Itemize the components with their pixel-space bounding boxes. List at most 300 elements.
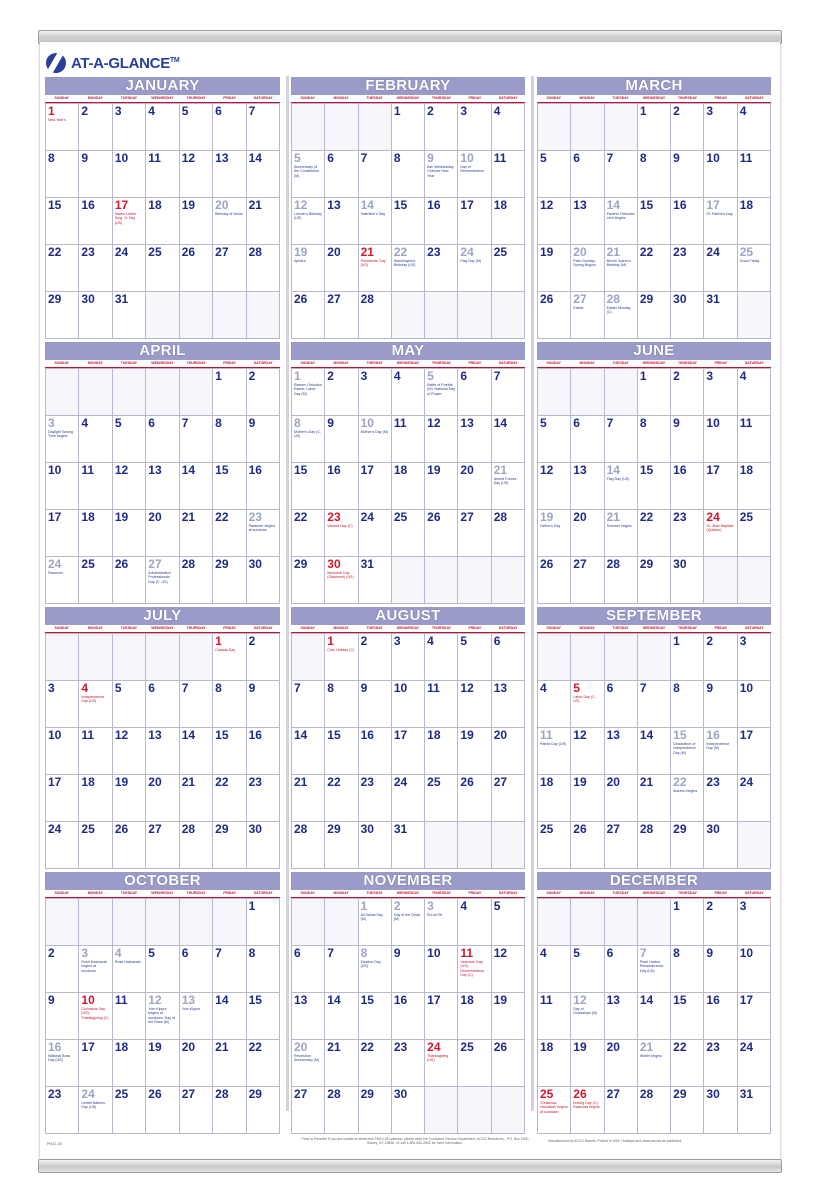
day-cell[interactable] [246, 945, 279, 992]
day-cell[interactable] [45, 774, 78, 821]
day-cell[interactable] [212, 509, 245, 556]
day-cell[interactable] [324, 509, 357, 556]
day-cell[interactable] [291, 1086, 324, 1133]
day-cell[interactable] [246, 103, 279, 150]
day-cell[interactable] [670, 633, 703, 680]
day-cell[interactable] [457, 244, 490, 291]
day-cell[interactable] [570, 680, 603, 727]
day-cell[interactable] [358, 150, 391, 197]
day-cell[interactable] [670, 821, 703, 868]
day-cell[interactable] [637, 462, 670, 509]
day-cell[interactable] [212, 680, 245, 727]
day-cell[interactable] [145, 821, 178, 868]
day-cell[interactable] [246, 150, 279, 197]
day-cell[interactable] [703, 898, 736, 945]
day-cell[interactable] [637, 415, 670, 462]
day-cell[interactable] [45, 415, 78, 462]
day-cell[interactable] [604, 244, 637, 291]
day-cell[interactable] [358, 680, 391, 727]
day-cell[interactable] [145, 727, 178, 774]
day-cell[interactable] [391, 415, 424, 462]
day-cell[interactable] [637, 774, 670, 821]
day-cell[interactable] [179, 103, 212, 150]
day-cell[interactable] [424, 680, 457, 727]
day-cell[interactable] [637, 1086, 670, 1133]
day-cell[interactable] [179, 509, 212, 556]
day-cell[interactable] [324, 680, 357, 727]
day-cell[interactable] [358, 821, 391, 868]
day-cell[interactable] [537, 774, 570, 821]
day-cell[interactable] [570, 1086, 603, 1133]
day-cell[interactable] [737, 774, 770, 821]
day-cell[interactable] [78, 556, 111, 603]
day-cell[interactable] [491, 633, 524, 680]
day-cell[interactable] [670, 415, 703, 462]
day-cell[interactable] [670, 1086, 703, 1133]
day-cell[interactable] [358, 945, 391, 992]
day-cell[interactable] [570, 821, 603, 868]
day-cell[interactable] [78, 945, 111, 992]
day-cell[interactable] [737, 103, 770, 150]
day-cell[interactable] [78, 150, 111, 197]
day-cell[interactable] [491, 727, 524, 774]
day-cell[interactable] [78, 680, 111, 727]
day-cell[interactable] [570, 1039, 603, 1086]
day-cell[interactable] [670, 244, 703, 291]
day-cell[interactable] [391, 509, 424, 556]
day-cell[interactable] [637, 368, 670, 415]
day-cell[interactable] [491, 244, 524, 291]
day-cell[interactable] [145, 509, 178, 556]
day-cell[interactable] [112, 556, 145, 603]
day-cell[interactable] [424, 727, 457, 774]
day-cell[interactable] [112, 509, 145, 556]
day-cell[interactable] [537, 291, 570, 338]
day-cell[interactable] [491, 680, 524, 727]
day-cell[interactable] [78, 727, 111, 774]
day-cell[interactable] [391, 821, 424, 868]
day-cell[interactable] [324, 462, 357, 509]
day-cell[interactable] [670, 150, 703, 197]
day-cell[interactable] [637, 727, 670, 774]
day-cell[interactable] [179, 680, 212, 727]
day-cell[interactable] [637, 1039, 670, 1086]
day-cell[interactable] [246, 509, 279, 556]
day-cell[interactable] [670, 556, 703, 603]
day-cell[interactable] [703, 197, 736, 244]
day-cell[interactable] [737, 1086, 770, 1133]
day-cell[interactable] [291, 727, 324, 774]
day-cell[interactable] [112, 774, 145, 821]
day-cell[interactable] [291, 509, 324, 556]
day-cell[interactable] [537, 197, 570, 244]
day-cell[interactable] [703, 727, 736, 774]
day-cell[interactable] [737, 368, 770, 415]
day-cell[interactable] [145, 150, 178, 197]
day-cell[interactable] [457, 197, 490, 244]
day-cell[interactable] [424, 1039, 457, 1086]
day-cell[interactable] [737, 898, 770, 945]
day-cell[interactable] [246, 462, 279, 509]
day-cell[interactable] [604, 291, 637, 338]
day-cell[interactable] [78, 509, 111, 556]
day-cell[interactable] [604, 462, 637, 509]
day-cell[interactable] [179, 244, 212, 291]
day-cell[interactable] [246, 556, 279, 603]
day-cell[interactable] [604, 509, 637, 556]
day-cell[interactable] [246, 244, 279, 291]
day-cell[interactable] [491, 1039, 524, 1086]
day-cell[interactable] [491, 945, 524, 992]
day-cell[interactable] [45, 992, 78, 1039]
day-cell[interactable] [358, 509, 391, 556]
day-cell[interactable] [179, 727, 212, 774]
day-cell[interactable] [670, 103, 703, 150]
day-cell[interactable] [737, 945, 770, 992]
day-cell[interactable] [670, 197, 703, 244]
day-cell[interactable] [537, 992, 570, 1039]
day-cell[interactable] [246, 1086, 279, 1133]
day-cell[interactable] [604, 945, 637, 992]
day-cell[interactable] [457, 368, 490, 415]
day-cell[interactable] [45, 680, 78, 727]
day-cell[interactable] [670, 945, 703, 992]
day-cell[interactable] [637, 509, 670, 556]
day-cell[interactable] [291, 415, 324, 462]
day-cell[interactable] [703, 291, 736, 338]
day-cell[interactable] [391, 244, 424, 291]
day-cell[interactable] [179, 1039, 212, 1086]
day-cell[interactable] [291, 774, 324, 821]
day-cell[interactable] [537, 415, 570, 462]
day-cell[interactable] [737, 415, 770, 462]
day-cell[interactable] [145, 945, 178, 992]
day-cell[interactable] [424, 774, 457, 821]
day-cell[interactable] [212, 821, 245, 868]
day-cell[interactable] [358, 898, 391, 945]
day-cell[interactable] [246, 898, 279, 945]
day-cell[interactable] [604, 415, 637, 462]
day-cell[interactable] [246, 680, 279, 727]
day-cell[interactable] [145, 680, 178, 727]
day-cell[interactable] [391, 150, 424, 197]
day-cell[interactable] [491, 462, 524, 509]
day-cell[interactable] [324, 368, 357, 415]
day-cell[interactable] [391, 945, 424, 992]
day-cell[interactable] [112, 462, 145, 509]
day-cell[interactable] [291, 680, 324, 727]
day-cell[interactable] [78, 103, 111, 150]
day-cell[interactable] [703, 1039, 736, 1086]
day-cell[interactable] [703, 368, 736, 415]
day-cell[interactable] [703, 821, 736, 868]
day-cell[interactable] [358, 633, 391, 680]
day-cell[interactable] [570, 945, 603, 992]
day-cell[interactable] [457, 103, 490, 150]
day-cell[interactable] [457, 774, 490, 821]
day-cell[interactable] [457, 945, 490, 992]
day-cell[interactable] [457, 680, 490, 727]
day-cell[interactable] [212, 103, 245, 150]
day-cell[interactable] [570, 509, 603, 556]
day-cell[interactable] [670, 727, 703, 774]
day-cell[interactable] [637, 992, 670, 1039]
day-cell[interactable] [246, 774, 279, 821]
day-cell[interactable] [78, 415, 111, 462]
day-cell[interactable] [212, 197, 245, 244]
day-cell[interactable] [45, 244, 78, 291]
day-cell[interactable] [324, 1039, 357, 1086]
day-cell[interactable] [145, 992, 178, 1039]
day-cell[interactable] [491, 150, 524, 197]
day-cell[interactable] [391, 774, 424, 821]
day-cell[interactable] [391, 1039, 424, 1086]
day-cell[interactable] [604, 680, 637, 727]
day-cell[interactable] [570, 556, 603, 603]
day-cell[interactable] [570, 462, 603, 509]
day-cell[interactable] [212, 727, 245, 774]
day-cell[interactable] [604, 1039, 637, 1086]
day-cell[interactable] [358, 291, 391, 338]
day-cell[interactable] [737, 150, 770, 197]
day-cell[interactable] [112, 992, 145, 1039]
day-cell[interactable] [537, 727, 570, 774]
day-cell[interactable] [637, 556, 670, 603]
day-cell[interactable] [537, 150, 570, 197]
day-cell[interactable] [112, 291, 145, 338]
day-cell[interactable] [703, 462, 736, 509]
day-cell[interactable] [703, 633, 736, 680]
day-cell[interactable] [424, 103, 457, 150]
day-cell[interactable] [391, 992, 424, 1039]
day-cell[interactable] [604, 992, 637, 1039]
day-cell[interactable] [212, 415, 245, 462]
day-cell[interactable] [537, 462, 570, 509]
day-cell[interactable] [212, 368, 245, 415]
day-cell[interactable] [78, 821, 111, 868]
day-cell[interactable] [324, 945, 357, 992]
day-cell[interactable] [703, 1086, 736, 1133]
day-cell[interactable] [358, 727, 391, 774]
day-cell[interactable] [291, 821, 324, 868]
day-cell[interactable] [145, 1086, 178, 1133]
day-cell[interactable] [457, 462, 490, 509]
day-cell[interactable] [179, 556, 212, 603]
day-cell[interactable] [212, 1086, 245, 1133]
day-cell[interactable] [491, 509, 524, 556]
day-cell[interactable] [291, 945, 324, 992]
day-cell[interactable] [491, 415, 524, 462]
day-cell[interactable] [637, 680, 670, 727]
day-cell[interactable] [78, 244, 111, 291]
day-cell[interactable] [78, 774, 111, 821]
day-cell[interactable] [391, 680, 424, 727]
day-cell[interactable] [112, 103, 145, 150]
day-cell[interactable] [45, 509, 78, 556]
day-cell[interactable] [358, 368, 391, 415]
day-cell[interactable] [291, 368, 324, 415]
day-cell[interactable] [78, 992, 111, 1039]
day-cell[interactable] [391, 197, 424, 244]
day-cell[interactable] [491, 992, 524, 1039]
day-cell[interactable] [670, 680, 703, 727]
day-cell[interactable] [324, 244, 357, 291]
day-cell[interactable] [424, 462, 457, 509]
day-cell[interactable] [324, 197, 357, 244]
day-cell[interactable] [246, 992, 279, 1039]
day-cell[interactable] [424, 898, 457, 945]
day-cell[interactable] [246, 1039, 279, 1086]
day-cell[interactable] [670, 898, 703, 945]
day-cell[interactable] [703, 992, 736, 1039]
day-cell[interactable] [537, 556, 570, 603]
day-cell[interactable] [78, 1086, 111, 1133]
day-cell[interactable] [737, 244, 770, 291]
day-cell[interactable] [570, 291, 603, 338]
day-cell[interactable] [324, 556, 357, 603]
day-cell[interactable] [324, 992, 357, 1039]
day-cell[interactable] [737, 1039, 770, 1086]
day-cell[interactable] [358, 197, 391, 244]
day-cell[interactable] [212, 774, 245, 821]
day-cell[interactable] [112, 150, 145, 197]
day-cell[interactable] [78, 197, 111, 244]
day-cell[interactable] [570, 244, 603, 291]
day-cell[interactable] [179, 197, 212, 244]
day-cell[interactable] [291, 556, 324, 603]
day-cell[interactable] [212, 1039, 245, 1086]
day-cell[interactable] [45, 291, 78, 338]
day-cell[interactable] [212, 945, 245, 992]
day-cell[interactable] [112, 821, 145, 868]
day-cell[interactable] [424, 992, 457, 1039]
day-cell[interactable] [324, 633, 357, 680]
day-cell[interactable] [491, 197, 524, 244]
day-cell[interactable] [112, 1086, 145, 1133]
day-cell[interactable] [145, 1039, 178, 1086]
day-cell[interactable] [324, 821, 357, 868]
day-cell[interactable] [604, 1086, 637, 1133]
day-cell[interactable] [637, 821, 670, 868]
day-cell[interactable] [424, 945, 457, 992]
day-cell[interactable] [457, 633, 490, 680]
day-cell[interactable] [703, 415, 736, 462]
day-cell[interactable] [703, 774, 736, 821]
day-cell[interactable] [45, 556, 78, 603]
day-cell[interactable] [179, 821, 212, 868]
day-cell[interactable] [145, 774, 178, 821]
day-cell[interactable] [703, 680, 736, 727]
day-cell[interactable] [112, 415, 145, 462]
day-cell[interactable] [324, 1086, 357, 1133]
day-cell[interactable] [457, 150, 490, 197]
day-cell[interactable] [570, 727, 603, 774]
day-cell[interactable] [570, 415, 603, 462]
day-cell[interactable] [112, 727, 145, 774]
day-cell[interactable] [145, 244, 178, 291]
day-cell[interactable] [670, 509, 703, 556]
day-cell[interactable] [45, 1086, 78, 1133]
day-cell[interactable] [291, 992, 324, 1039]
day-cell[interactable] [179, 1086, 212, 1133]
day-cell[interactable] [78, 291, 111, 338]
day-cell[interactable] [604, 821, 637, 868]
day-cell[interactable] [537, 509, 570, 556]
day-cell[interactable] [45, 727, 78, 774]
day-cell[interactable] [179, 992, 212, 1039]
day-cell[interactable] [212, 150, 245, 197]
day-cell[interactable] [112, 244, 145, 291]
day-cell[interactable] [112, 680, 145, 727]
day-cell[interactable] [570, 197, 603, 244]
day-cell[interactable] [737, 680, 770, 727]
day-cell[interactable] [78, 1039, 111, 1086]
day-cell[interactable] [737, 197, 770, 244]
day-cell[interactable] [670, 992, 703, 1039]
day-cell[interactable] [246, 197, 279, 244]
day-cell[interactable] [391, 898, 424, 945]
day-cell[interactable] [212, 244, 245, 291]
day-cell[interactable] [670, 774, 703, 821]
day-cell[interactable] [246, 727, 279, 774]
day-cell[interactable] [637, 103, 670, 150]
day-cell[interactable] [703, 945, 736, 992]
day-cell[interactable] [424, 368, 457, 415]
day-cell[interactable] [737, 509, 770, 556]
day-cell[interactable] [670, 291, 703, 338]
day-cell[interactable] [570, 992, 603, 1039]
day-cell[interactable] [324, 774, 357, 821]
day-cell[interactable] [457, 898, 490, 945]
day-cell[interactable] [424, 150, 457, 197]
day-cell[interactable] [537, 680, 570, 727]
day-cell[interactable] [604, 150, 637, 197]
day-cell[interactable] [391, 462, 424, 509]
day-cell[interactable] [637, 150, 670, 197]
day-cell[interactable] [358, 1086, 391, 1133]
day-cell[interactable] [45, 103, 78, 150]
day-cell[interactable] [537, 1039, 570, 1086]
day-cell[interactable] [491, 898, 524, 945]
day-cell[interactable] [212, 462, 245, 509]
day-cell[interactable] [45, 462, 78, 509]
day-cell[interactable] [179, 945, 212, 992]
day-cell[interactable] [112, 1039, 145, 1086]
day-cell[interactable] [570, 150, 603, 197]
day-cell[interactable] [737, 727, 770, 774]
day-cell[interactable] [324, 291, 357, 338]
day-cell[interactable] [703, 103, 736, 150]
day-cell[interactable] [391, 1086, 424, 1133]
day-cell[interactable] [112, 945, 145, 992]
day-cell[interactable] [212, 556, 245, 603]
day-cell[interactable] [291, 462, 324, 509]
day-cell[interactable] [112, 197, 145, 244]
day-cell[interactable] [212, 992, 245, 1039]
day-cell[interactable] [604, 556, 637, 603]
day-cell[interactable] [424, 509, 457, 556]
day-cell[interactable] [324, 150, 357, 197]
day-cell[interactable] [703, 244, 736, 291]
day-cell[interactable] [45, 1039, 78, 1086]
day-cell[interactable] [291, 244, 324, 291]
day-cell[interactable] [570, 774, 603, 821]
day-cell[interactable] [246, 368, 279, 415]
day-cell[interactable] [604, 774, 637, 821]
day-cell[interactable] [246, 415, 279, 462]
day-cell[interactable] [78, 462, 111, 509]
day-cell[interactable] [424, 415, 457, 462]
